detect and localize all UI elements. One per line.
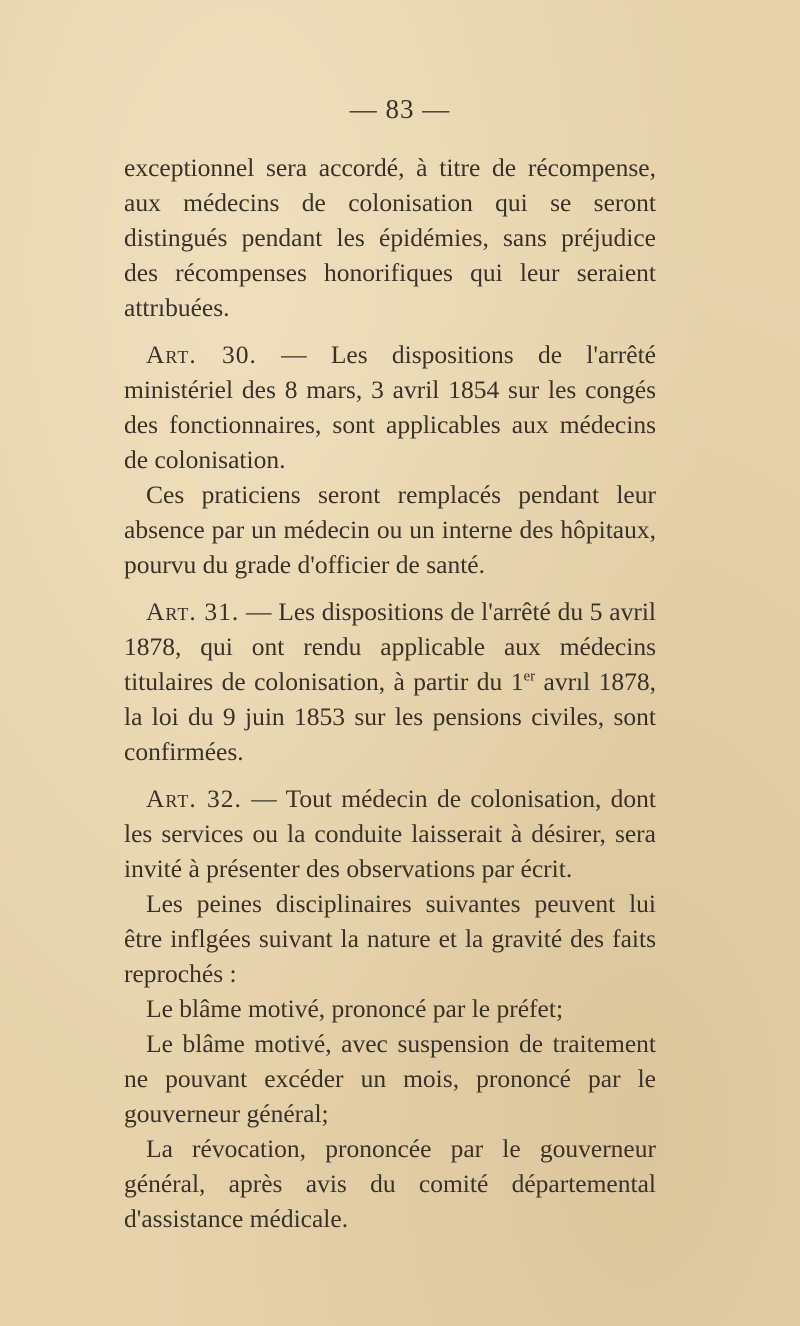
article-label: Art. 32. bbox=[146, 784, 242, 813]
article-30 bbox=[124, 337, 656, 477]
paragraph-continuation bbox=[124, 150, 656, 325]
article-label: Art. 31. bbox=[146, 597, 240, 626]
body-text bbox=[124, 150, 656, 1236]
paragraph bbox=[124, 1131, 656, 1236]
article-32 bbox=[124, 781, 656, 886]
paragraph-text: Le blâme motivé, prononcé par le préfet; bbox=[146, 994, 564, 1023]
superscript: er bbox=[523, 668, 536, 685]
paragraph-text: avrıl 1878, la loi du 9 juin 1853 sur les pensions civiles, sont confirmées. bbox=[124, 667, 656, 766]
article-31 bbox=[124, 594, 656, 769]
paragraph bbox=[124, 886, 656, 991]
paragraph bbox=[124, 1026, 656, 1131]
paragraph-text: exceptionnel sera accordé, à titre de récompense, aux médecins de colonisation qui se seront distingués pendant les épidémies, sans préjudice des récompenses honorifiques qui leur seraient attrıbuées. bbox=[124, 153, 656, 322]
article-label: Art. 30. bbox=[146, 340, 257, 369]
page-number: — 83 — bbox=[349, 94, 451, 124]
paragraph-text: — Tout médecin de colonisation, dont les services ou la conduite laisserait à désirer, sera invité à présenter des observations par écrit. bbox=[124, 784, 656, 883]
paragraph-text: La révocation, prononcée par le gouverneur général, après avis du comité départemental d'assistance médicale. bbox=[124, 1134, 656, 1233]
paragraph-text: Les peines disciplinaires suivantes peuvent lui être inflgées suivant la nature et la gravité des faits reprochés : bbox=[124, 889, 656, 988]
paragraph bbox=[124, 477, 656, 582]
paragraph-text: Ces praticiens seront remplacés pendant leur absence par un médecin ou un interne des hôpitaux, pourvu du grade d'officier de santé. bbox=[124, 480, 656, 579]
paragraph bbox=[124, 991, 656, 1026]
paragraph-text: Le blâme motivé, avec suspension de traitement ne pouvant excéder un mois, prononcé par le gouverneur général; bbox=[124, 1029, 656, 1128]
paragraph-text: — Les dispositions de l'arrêté du 5 avril 1878, qui ont rendu applicable aux médecins titulaires de colonisation, à partir du 1 bbox=[124, 597, 656, 696]
paragraph-text: — Les dispositions de l'arrêté ministériel des 8 mars, 3 avril 1854 sur les congés des fonctionnaires, sont applicables aux médecins de colonisation. bbox=[124, 340, 656, 474]
